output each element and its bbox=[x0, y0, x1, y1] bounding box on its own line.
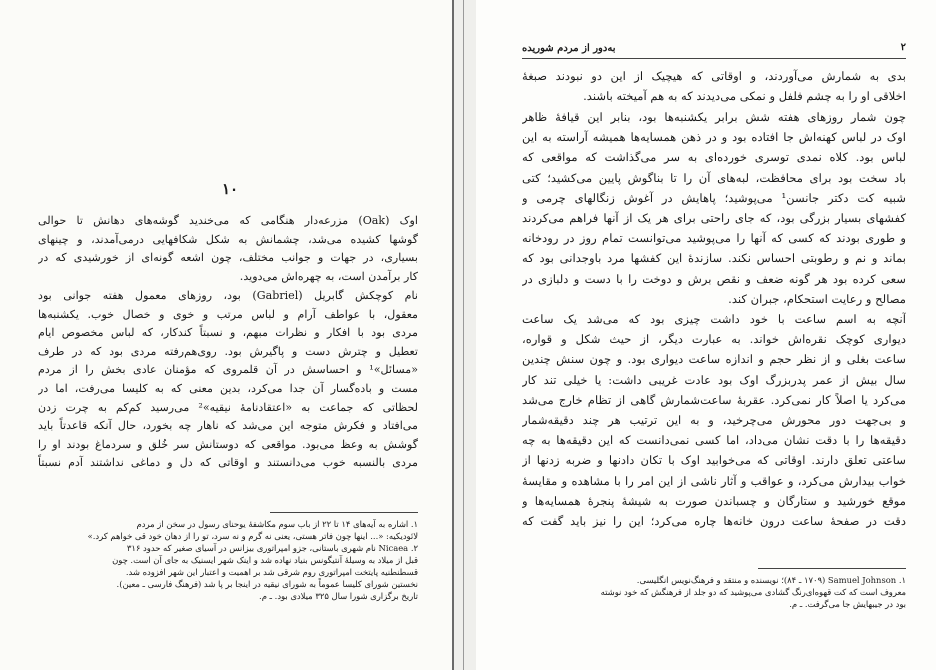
text-line: اوک (Oak) مزرعه‌دار هنگامی که می‌خندید گوشه‌های دهانش تا حوالی bbox=[38, 214, 418, 227]
text-line: کار برآمدن است، به چهره‌اش می‌دوید. bbox=[239, 269, 418, 283]
book-gutter bbox=[454, 0, 476, 670]
text-line: دقیقه‌ها را با دقت نشان می‌داد، اما کسی نمی‌دانست که این دقیقه‌ها به چه bbox=[522, 433, 906, 448]
right-footnotes bbox=[522, 574, 906, 610]
text-line: خواب بیدارش می‌کرد، و عواقب و آثار ناشی از این امر را با مشاهده و مقایسهٔ bbox=[522, 473, 906, 488]
text-line: سال بیش از عمر پدربزرگ اوک بود عادت غریبی داشت: یا خیلی تند کار bbox=[522, 372, 906, 387]
right-paragraph-2 bbox=[522, 107, 906, 309]
text-line: مصالح و رعایت استحکام، جبران کند. bbox=[728, 291, 906, 306]
text-line: نام کوچکش گابریل (Gabriel) بود، روزهای معمول هفته جوانی بود bbox=[38, 289, 418, 302]
text-line: گوشش به وعظ می‌بود. مواقعی که دوستانش سر خُلق و سردماغ بودند او را bbox=[38, 437, 418, 451]
text-line: دیواری کوچک نقره‌اش خواند. به عبارت دیگر، از حیث شکل و قواره، bbox=[522, 332, 906, 347]
footnote-line: معروف است که کت قهوه‌ای‌رنگ گشادی می‌پوشید که دو جلد از فرهنگش که خود نوشته bbox=[600, 587, 906, 597]
text-line: می‌افتاد و فکرش متوجه این می‌شد که ناهار چه بخورد، حال آنکه قاعدتاً باید bbox=[38, 419, 418, 433]
text-line: بماند و نم و رطوبتی احساس نکند. سازندهٔ این کفشها مرد باوجدانی بود که bbox=[522, 251, 906, 266]
gutter-line bbox=[452, 0, 454, 670]
right-paragraph-1 bbox=[522, 66, 906, 106]
running-header bbox=[522, 42, 906, 59]
text-line: بدی به شمارش می‌آوردند، و اوقاتی که هیچیک از این دو نبودند صبغهٔ bbox=[522, 69, 906, 83]
text-line: مردی بود با افکار و نظرات مبهم، و نسبتاً کندکار، که لباس مخصوص ایام bbox=[38, 326, 418, 340]
text-line: بسیاری، در جهات و جوانب مختلف، چون اشعه گونه‌ای از خورشیدی که در bbox=[38, 251, 418, 265]
text-line: و بی‌جهت دور محورش می‌چرخید، و به این ترتیب هر چند دقیقه‌شمار bbox=[522, 413, 906, 428]
footnote-line: قبل از میلاد به وسیلهٔ آنتیگونس بنیاد نهاده شد و اینک شهر ایسنیک به جای آن است. چون bbox=[112, 555, 418, 565]
gutter-line-inner bbox=[463, 0, 464, 670]
text-line: باد سخت بود برای محافظت، لبه‌های آن را تا بناگوش پایین می‌کشید؛ کتی bbox=[522, 170, 906, 185]
text-line: لحظاتی که جماعت به «اعتقادنامهٔ نیقیه»² می‌رسید کم‌کم به چرت زدن bbox=[38, 400, 418, 414]
text-line: چون شمار روزهای هفته شش برابر یکشنبه‌ها بود، بنابر این قیافهٔ ظاهر bbox=[522, 110, 906, 124]
text-line: می‌کرد یا اصلاً کار نمی‌کرد. عقربهٔ ساعت‌شمارش گاهی از تظام خارج می‌شد bbox=[522, 392, 906, 407]
text-line: معقول، با عواطف آرام و لباس مرتب و خوی و خصال خوب. یکشنبه‌ها bbox=[38, 307, 418, 321]
text-line: گوشها کشیده می‌شد، چشمانش به شکل شکافهایی درمی‌آمدند، و چینهای bbox=[38, 232, 418, 246]
footnote-rule bbox=[758, 568, 906, 569]
footnote-line: قسطنطنیه پایتخت امپراتوری روم شرقی شد بر اهمیت و اعتبار این شهر افزوده شد. bbox=[125, 567, 418, 577]
text-line: موقع خورشید و ستارگان و چسباندن صورت به شیشهٔ پنجرهٔ همسایه‌ها و bbox=[522, 493, 906, 508]
text-line: شبیه کت دکتر جانسن¹ می‌پوشید؛ پاهایش در آغوش زنگالهای چرمی و bbox=[522, 190, 906, 205]
right-paragraph-3 bbox=[522, 309, 906, 531]
footnote-line: ۱. اشاره به آیه‌های ۱۴ تا ۲۲ از باب سوم مکاشفهٔ یوحنای رسول در سخن از مردم bbox=[136, 519, 418, 529]
text-line: «مسائل»¹ و احساسش در آن قلمروی که مؤمنان عادی بخش را از مردم bbox=[38, 363, 418, 377]
text-line: آنچه به اسم ساعت با خود داشت چیزی بود که می‌شد یک ساعت bbox=[522, 312, 906, 326]
left-paragraph-2 bbox=[38, 287, 418, 473]
chapter-number: ۱۰ bbox=[221, 180, 239, 198]
page-number: ۲ bbox=[900, 42, 906, 53]
footnote-rule bbox=[270, 512, 418, 513]
footnote-line: لائودیکیه: «... اینها چون فاتر هستی، یعنی نه گرم و نه سرد، تو را از دهان خود قی خواهم کرد.» bbox=[87, 531, 418, 541]
text-line: اوک در لباس کهنه‌اش جا افتاده بود و در ذهن همسایه‌ها همیشه آراسته به این bbox=[522, 130, 906, 145]
footnote-line: بود در جیبهایش جا می‌گرفت. ـ م. bbox=[789, 599, 906, 609]
text-line: و طوری بودند که کسی که آنها را می‌پوشید می‌توانست تمام روز در رودخانه bbox=[522, 231, 906, 246]
footnote-line: Samuel Johnson .۱ (۱۷۰۹ ـ ۸۴)؛ نویسنده و منتقد و فرهنگ‌نویس انگلیسی. bbox=[636, 575, 906, 585]
text-line: اخلاقی او را به چشم فلفل و نمکی می‌دیدند که به هم آمیخته باشند. bbox=[583, 89, 906, 104]
text-line: مست و باده‌گسار آن جدا می‌کرد، بدین معنی که به کلیسا می‌رفت، اما در bbox=[38, 381, 418, 395]
left-paragraph-1 bbox=[38, 212, 418, 286]
text-line: تعطیل و چترش دست و پاگیرش بود. روی‌هم‌رفته مردی بود که در طرف bbox=[38, 344, 418, 358]
left-page bbox=[0, 0, 452, 670]
footnote-line: نخستین شورای کلیسا عموماً به شورای نیقیه در اینجا بر پا شد (فرهنگ فارسی ـ معین). bbox=[116, 579, 418, 589]
text-line: سعی کرده بود هر گونه ضعف و نقص برش و دوخت را با دست و دلبازی در bbox=[522, 271, 906, 286]
footnote-line: تاریخ برگزاری شورا سال ۳۲۵ میلادی بود. ـ م. bbox=[259, 591, 418, 601]
text-line: ساعتی تعلق دارند. اوقاتی که می‌خوابید اوک با تکان دادنها و ضربه زدنها از bbox=[522, 453, 906, 468]
running-title: به‌دور از مردم شوریده bbox=[522, 43, 616, 54]
left-footnotes bbox=[38, 518, 418, 602]
text-line: دقت در صفحهٔ ساعت درون خانه‌ها چاره می‌کرد؛ این را نیز باید گفت که bbox=[522, 514, 906, 529]
footnote-line: ۲. Nicaea نام شهری باستانی، جزو امپراتوری بیزانس در آسیای صغیر که حدود ۳۱۶ bbox=[126, 543, 418, 553]
text-line: کفشهای بسیار بزرگی بود، که جای راحتی برای هر یک از آنها فراهم می‌کردند bbox=[522, 211, 906, 226]
text-line: لباس بود. کلاه نمدی توسری خورده‌ای به سر می‌گذاشت که مواقعی که bbox=[522, 150, 906, 165]
text-line: مردی بالنسبه خوب می‌دانستند و اوقاتی که دل و دماغی نداشتند آدم نسبتاً bbox=[38, 456, 418, 470]
text-line: ساعت بغلی و از نظر حجم و اندازه ساعت دیواری بود. و چون سنش چندین bbox=[522, 352, 906, 367]
